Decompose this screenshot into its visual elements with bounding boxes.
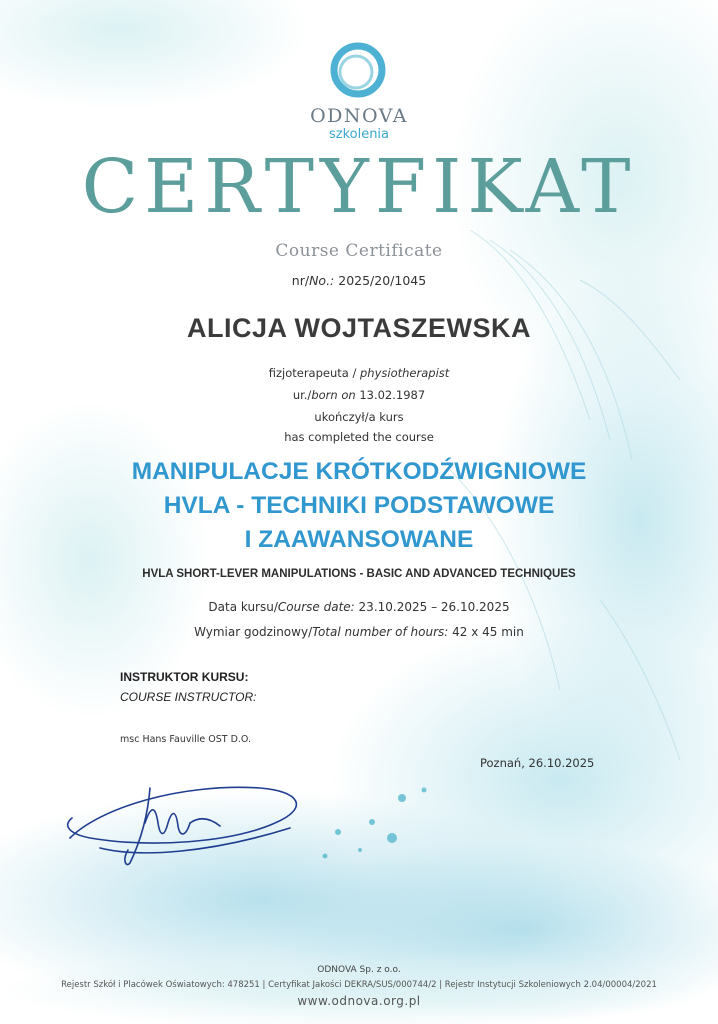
completed-pl: ukończył/a kurs (314, 410, 404, 424)
completed-en: has completed the course (284, 430, 434, 444)
profession (0, 366, 718, 380)
number-value: 2025/20/1045 (338, 273, 427, 288)
course-title (0, 455, 718, 557)
brand-name: ODNOVA (310, 105, 408, 127)
course-date (0, 600, 718, 614)
odnova-logo (326, 38, 390, 102)
birth-date (0, 388, 718, 402)
number-label-pl: nr/ (291, 273, 310, 288)
born-value: 13.02.1987 (359, 388, 426, 402)
born-label-en: born on (311, 388, 356, 402)
brand-subtitle: szkolenia (328, 127, 390, 142)
instructor-label-pl: INSTRUKTOR KURSU: (120, 670, 249, 684)
course-title-english: HVLA SHORT-LEVER MANIPULATIONS - BASIC AND ADVANCED TECHNIQUES (142, 568, 576, 580)
footer-registers: Rejestr Szkół i Placówek Oświatowych: 478251 | Certyfikat Jakości DEKRA/SUS/000744/2 | Rejestr Instytucji Szkoleniowych 2.04/00004/2021 (61, 980, 657, 990)
course-hours (0, 625, 718, 639)
number-label-en: No.: (309, 273, 335, 288)
course-title-line-3: I ZAAWANSOWANE (244, 526, 474, 553)
recipient-name: ALICJA WOJTASZEWSKA (187, 313, 531, 343)
signature (60, 768, 320, 878)
instructor-label-en: COURSE INSTRUCTOR: (120, 690, 257, 704)
instructor-name: msc Hans Fauville OST D.O. (120, 734, 252, 745)
place-and-date: Poznań, 26.10.2025 (480, 756, 595, 770)
course-title-line-1: MANIPULACJE KRÓTKODŹWIGNIOWE (131, 458, 587, 485)
course-date-label-pl: Data kursu/ (208, 600, 278, 614)
course-date-label-en: Course date: (277, 600, 355, 614)
profession-pl: fizjoterapeuta / (268, 366, 360, 380)
footer-company: ODNOVA Sp. z o.o. (317, 965, 401, 975)
footer-website: www.odnova.org.pl (297, 994, 421, 1008)
certificate-number (0, 273, 718, 288)
hours-value: 42 x 45 min (452, 625, 524, 639)
certificate-subtitle: Course Certificate (275, 241, 443, 261)
course-date-value: 23.10.2025 – 26.10.2025 (358, 600, 510, 614)
hours-label-pl: Wymiar godzinowy/ (194, 625, 313, 639)
hours-label-en: Total number of hours: (312, 625, 449, 639)
profession-en: physiotherapist (360, 366, 450, 380)
course-title-line-2: HVLA - TECHNIKI PODSTAWOWE (163, 492, 555, 519)
certificate-title: CERTYFIKAT (81, 144, 637, 230)
born-label-pl: ur./ (292, 388, 312, 402)
